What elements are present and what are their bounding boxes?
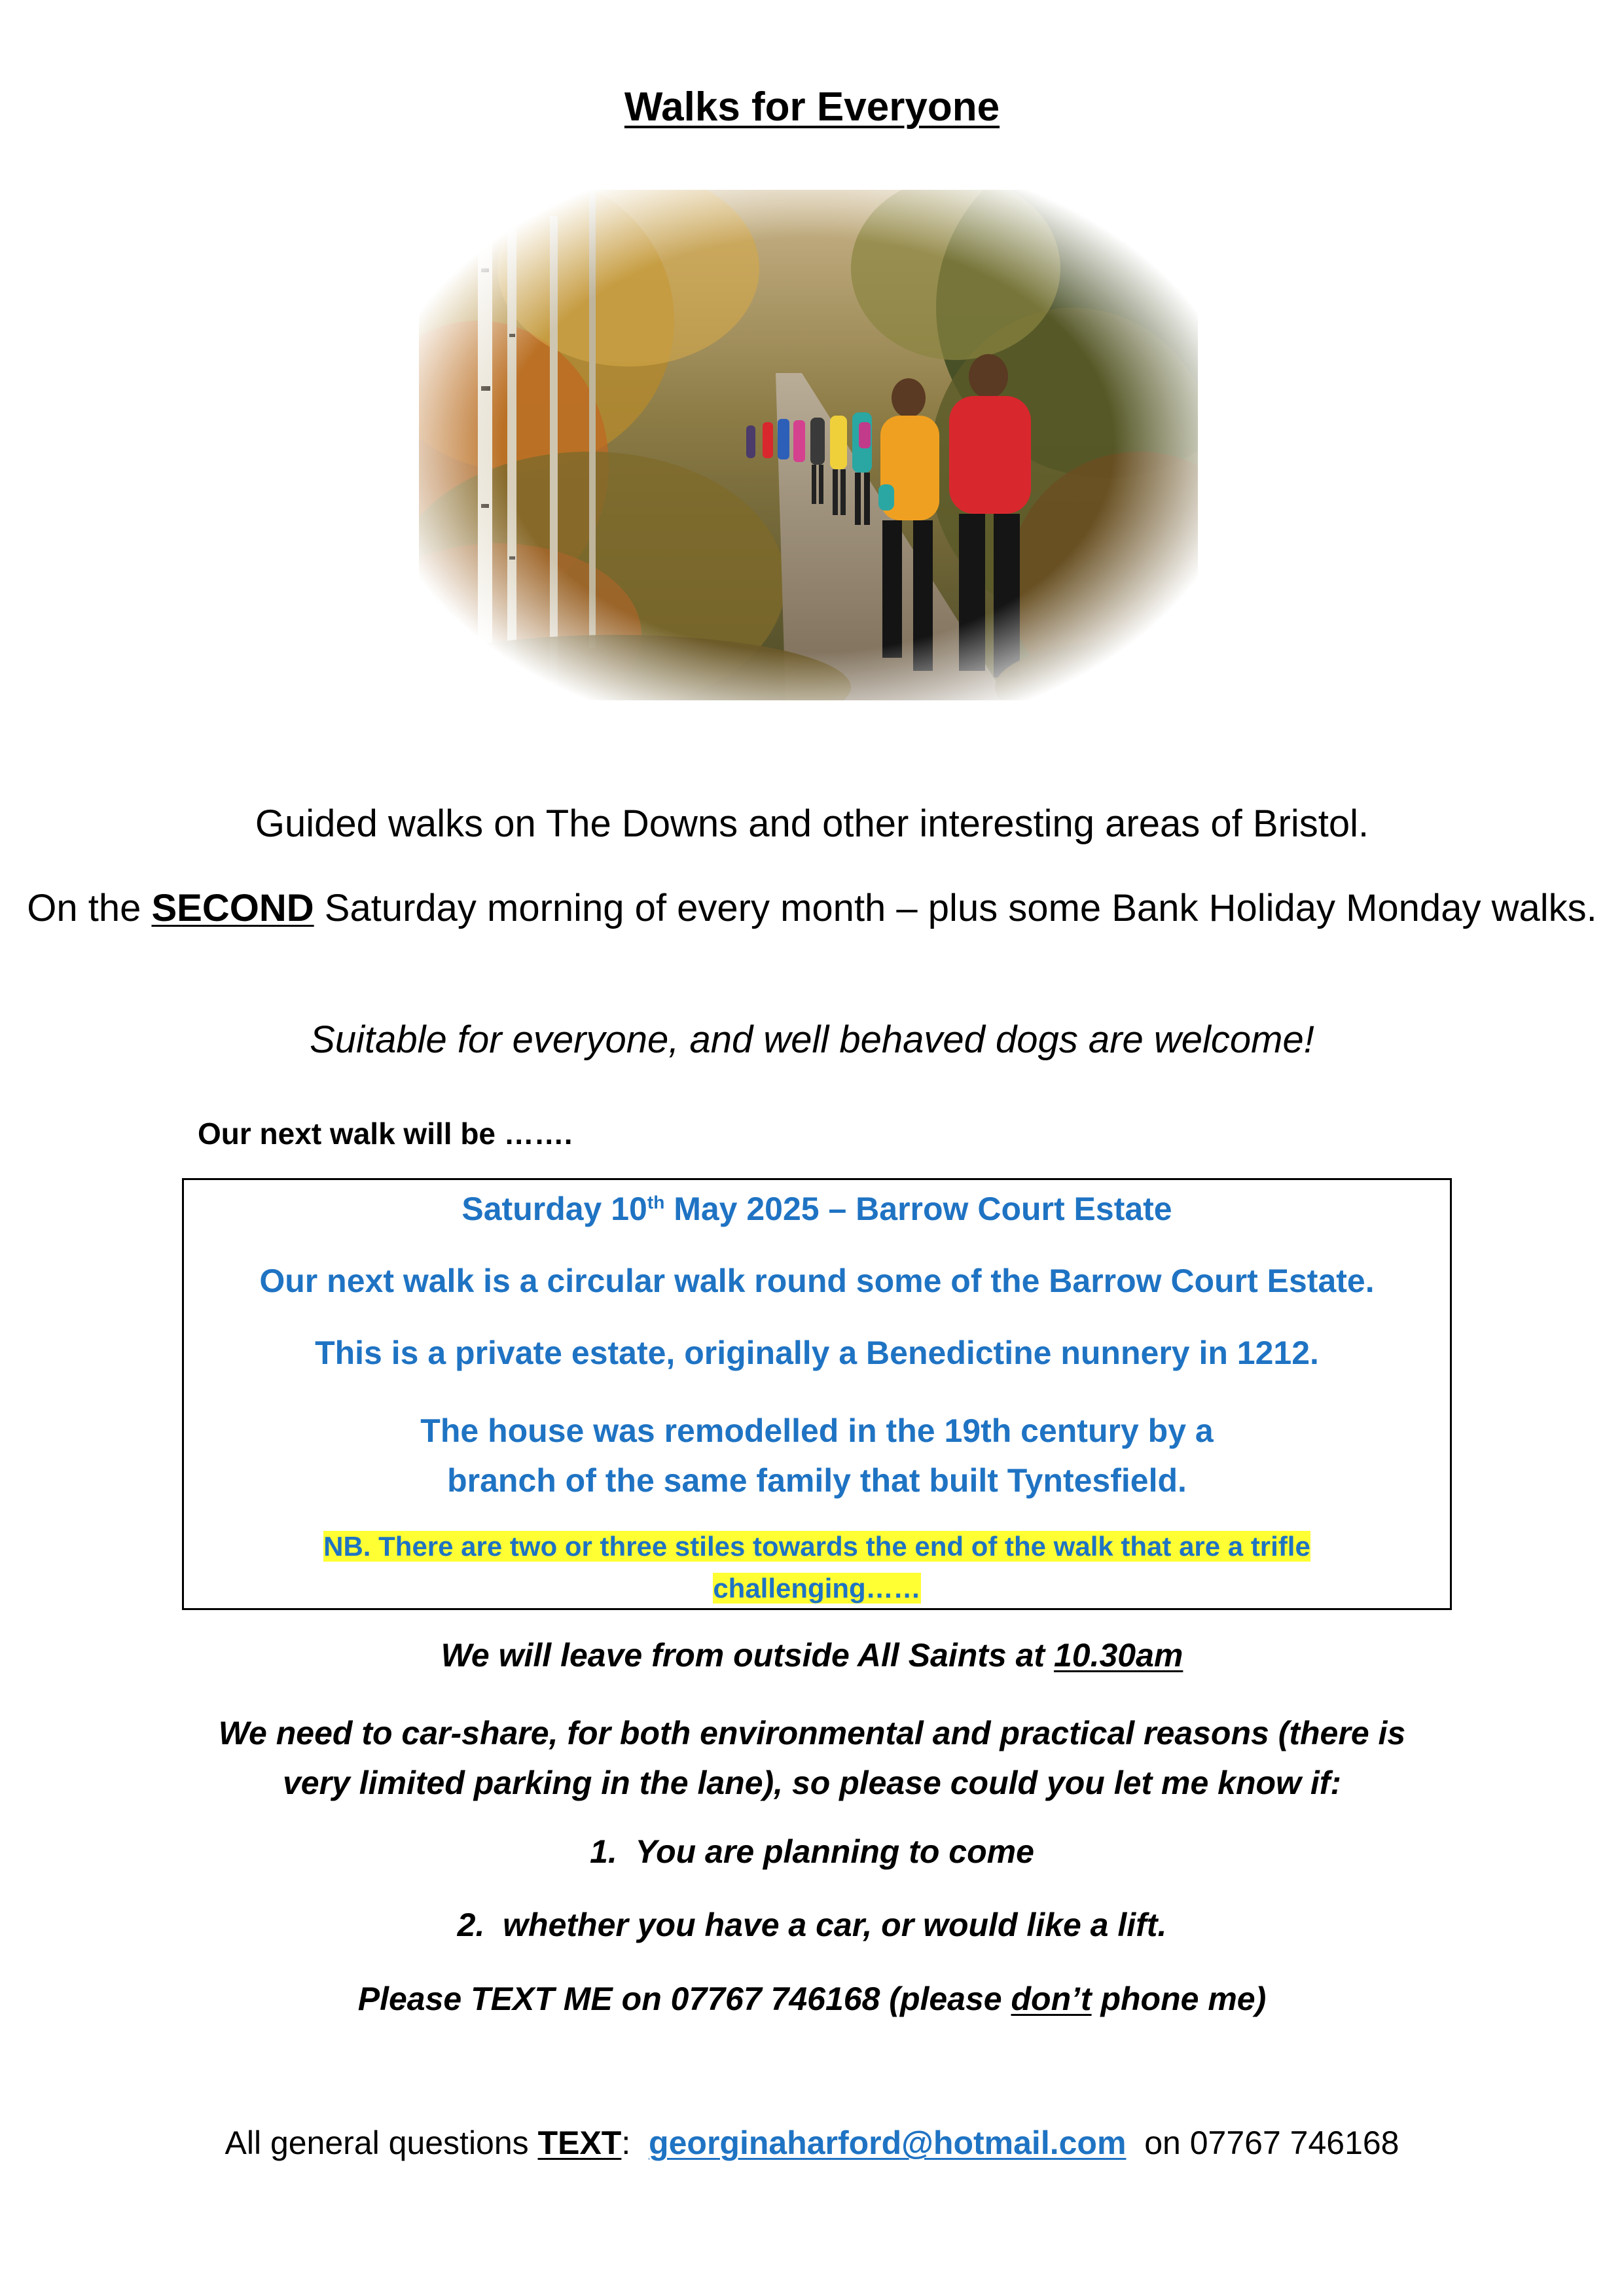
- text-me-line: [0, 1980, 1624, 2018]
- photo-graphic: [419, 190, 1198, 700]
- intro-line-2: [0, 880, 1624, 937]
- contact-footer: [0, 2124, 1624, 2162]
- email-link[interactable]: georginaharford@hotmail.com: [649, 2125, 1127, 2161]
- list-item-1: [0, 1833, 1624, 1871]
- footer-colon: :: [621, 2125, 649, 2161]
- group-walking-photo: [419, 190, 1198, 700]
- text-me-after: phone me): [1091, 1981, 1267, 2017]
- walk-date-before: Saturday 10: [461, 1191, 647, 1227]
- next-walk-box: [182, 1178, 1452, 1610]
- walk-date-heading: [184, 1190, 1450, 1228]
- walk-description-3-text: The house was remodelled in the 19th century by a branch of the same family that built Tyntesfield.: [420, 1412, 1214, 1499]
- stiles-note-line-2: challenging……: [713, 1573, 921, 1604]
- walk-description-2: This is a private estate, originally a Benedictine nunnery in 1212.: [315, 1335, 1319, 1371]
- departure-before: We will leave from outside All Saints at: [441, 1637, 1054, 1674]
- intro-second-emphasis: SECOND: [151, 887, 314, 929]
- walk-description-3: [184, 1406, 1450, 1505]
- page-title: Walks for Everyone: [624, 84, 1000, 130]
- carshare-request: [0, 1708, 1624, 1808]
- walk-description-1: Our next walk is a circular walk round some of the Barrow Court Estate.: [259, 1263, 1375, 1299]
- stiles-note: [184, 1526, 1450, 1609]
- text-me-before: Please TEXT ME on 07767 746168 (please: [357, 1981, 1011, 2017]
- list-item-1-number: 1.: [590, 1833, 617, 1870]
- footer-before: All general questions: [225, 2125, 538, 2161]
- list-item-2-text: whether you have a car, or would like a lift.: [503, 1907, 1167, 1943]
- departure-time: 10.30am: [1053, 1637, 1183, 1674]
- list-item-1-text: You are planning to come: [635, 1833, 1034, 1870]
- footer-after: on 07767 746168: [1126, 2125, 1399, 2161]
- footer-text-emphasis: TEXT: [537, 2125, 622, 2161]
- walk-date-sup: th: [647, 1192, 665, 1213]
- dont-emphasis: don’t: [1011, 1981, 1092, 2017]
- walk-date-after: May 2025 – Barrow Court Estate: [664, 1191, 1172, 1227]
- intro-line-2-before: On the: [27, 887, 152, 929]
- stiles-note-line-1: NB. There are two or three stiles towards the end of the walk that are a trifle: [323, 1531, 1310, 1562]
- next-walk-label: Our next walk will be …….: [198, 1117, 573, 1151]
- carshare-text: We need to car-share, for both environmental and practical reasons (there is very limited parking in the lane), so please could you let me know if:: [218, 1715, 1406, 1801]
- departure-info: [0, 1636, 1624, 1674]
- intro-line-3: Suitable for everyone, and well behaved dogs are welcome!: [310, 1018, 1314, 1061]
- list-item-2: [0, 1906, 1624, 1944]
- intro-line-2-after: Saturday morning of every month – plus some Bank Holiday Monday walks.: [314, 887, 1597, 929]
- intro-line-1: Guided walks on The Downs and other interesting areas of Bristol.: [255, 802, 1369, 845]
- list-item-2-number: 2.: [457, 1907, 485, 1943]
